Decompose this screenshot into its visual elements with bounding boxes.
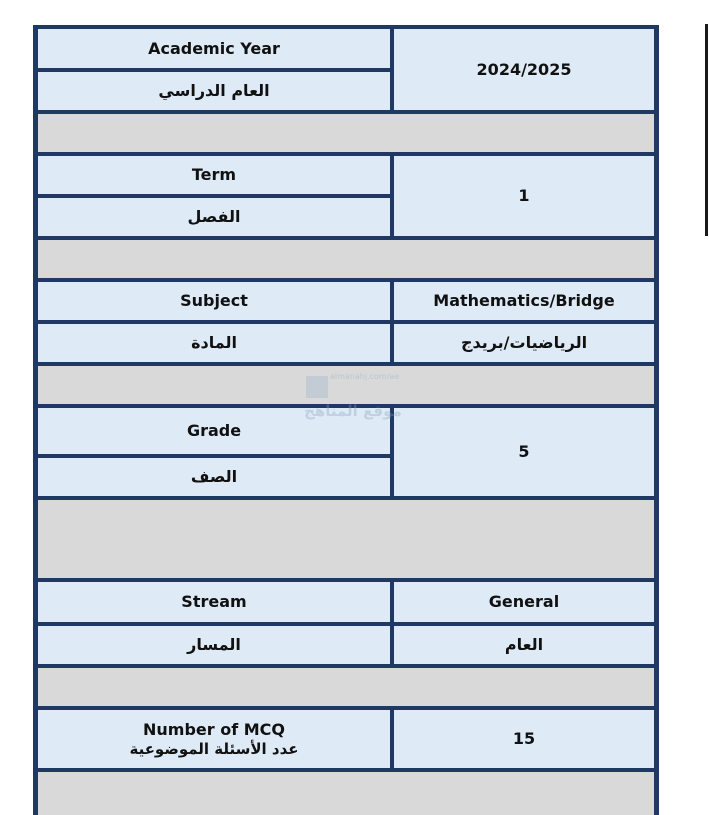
stream-label-en: Stream [38,582,390,622]
watermark-url: almanahj.com/ae [330,372,400,381]
mcq-label-ar: عدد الأسئلة الموضوعية [129,739,299,758]
grade-value: 5 [394,408,654,496]
mcq-value: 15 [394,710,654,768]
spacer-row [38,366,654,404]
spacer-row [38,772,654,815]
mcq-label [38,710,390,768]
subject-label-en: Subject [38,282,390,320]
grade-label-ar: الصف [38,458,390,496]
grade-label-en: Grade [38,408,390,454]
spacer-row [38,114,654,152]
info-table [33,25,659,815]
academic-year-label-en: Academic Year [38,29,390,68]
mcq-label-en: Number of MCQ [142,719,285,739]
academic-year-value: 2024/2025 [394,29,654,110]
stream-value-ar: العام [394,626,654,664]
page-edge-rule [705,24,708,236]
stream-value-en: General [394,582,654,622]
spacer-row-tall [38,500,654,578]
academic-year-label-ar: العام الدراسي [38,72,390,110]
watermark-brand: موقع المناهج [304,402,402,420]
term-value: 1 [394,156,654,236]
spacer-row [38,668,654,706]
term-label-en: Term [38,156,390,194]
stream-label-ar: المسار [38,626,390,664]
term-label-ar: الفصل [38,198,390,236]
spacer-row [38,240,654,278]
subject-label-ar: المادة [38,324,390,362]
subject-value-ar: الرياضيات/بريدج [394,324,654,362]
subject-value-en: Mathematics/Bridge [394,282,654,320]
